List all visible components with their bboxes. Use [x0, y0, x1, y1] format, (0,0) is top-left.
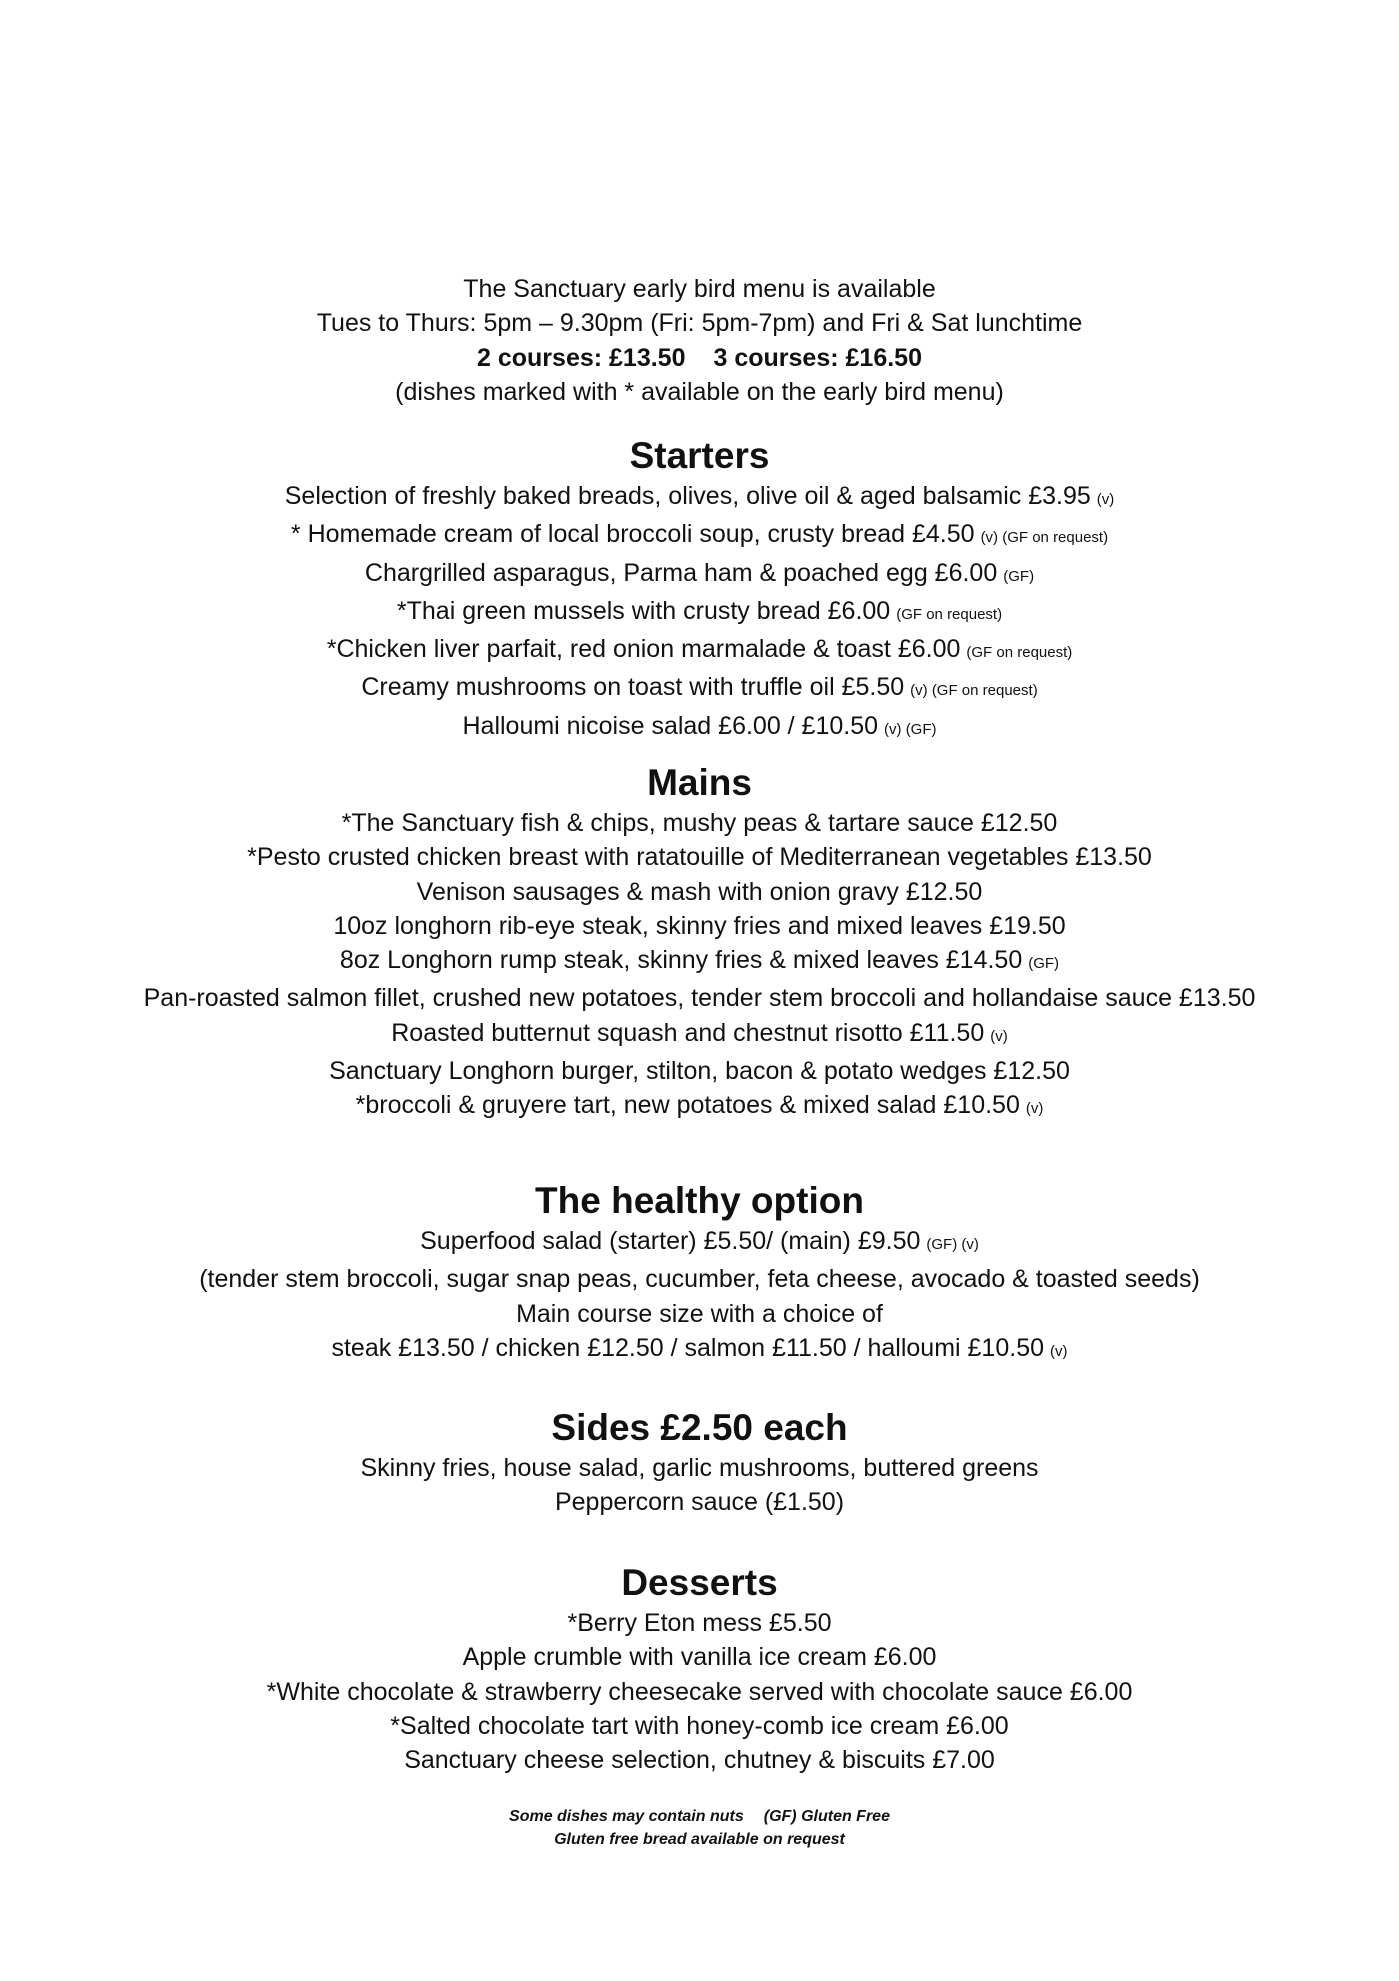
menu-item-text: *The Sanctuary fish & chips, mushy peas & tartare sauce £12.50 [341, 809, 1058, 837]
menu-item-text: *Berry Eton mess £5.50 [567, 1609, 832, 1637]
menu-item-text: *Thai green mussels with crusty bread £6.00 [396, 596, 891, 625]
item-list [0, 1451, 1399, 1520]
item-list [0, 1224, 1399, 1369]
menu-item-text: Main course size with a choice of [516, 1299, 883, 1328]
dietary-tag: (v) [1096, 491, 1115, 508]
menu-item-text: (tender stem broccoli, sugar snap peas, cucumber, feta cheese, avocado & toasted seeds) [199, 1265, 1200, 1294]
menu-item-text: Chargrilled asparagus, Parma ham & poached egg £6.00 [364, 558, 998, 587]
menu-item [0, 1224, 1399, 1262]
dietary-tag: (GF) [1003, 567, 1035, 585]
menu-item [0, 875, 1399, 909]
menu-item [0, 556, 1399, 594]
dietary-tag: (v) (GF) [884, 720, 937, 738]
section-healthy-option [0, 1178, 1399, 1369]
item-list [0, 479, 1399, 747]
menu-item-text: *Pesto crusted chicken breast with ratatouille of Mediterranean vegetables £13.50 [247, 843, 1152, 872]
dietary-tag: (GF) (v) [926, 1236, 979, 1253]
menu-item-text: *White chocolate & strawberry cheesecake served with chocolate sauce £6.00 [266, 1677, 1133, 1706]
menu-item-text: Creamy mushrooms on toast with truffle oil £5.50 [361, 673, 905, 702]
price-two-courses: 2 courses: £13.50 [477, 343, 686, 372]
menu-item [0, 806, 1399, 840]
menu-item-text: Superfood salad (starter) £5.50/ (main) £9.50 [420, 1227, 921, 1255]
menu-item-text: Peppercorn sauce (£1.50) [554, 1488, 845, 1517]
menu-item [0, 1709, 1399, 1743]
section-mains [0, 760, 1399, 1127]
menu-item-text: Venison sausages & mash with onion gravy £12.50 [416, 877, 983, 906]
intro-prices [0, 341, 1399, 375]
menu-item-text: Apple crumble with vanilla ice cream £6.00 [462, 1643, 937, 1672]
menu-item [0, 1088, 1399, 1126]
menu-item [0, 632, 1399, 670]
menu-item [0, 1640, 1399, 1674]
menu-item-text: 10oz longhorn rib-eye steak, skinny fries and mixed leaves £19.50 [333, 911, 1066, 940]
menu-item [0, 943, 1399, 981]
dietary-tag: (v) [1025, 1100, 1044, 1118]
menu-item-text: Skinny fries, house salad, garlic mushrooms, buttered greens [360, 1454, 1039, 1482]
menu-item-text: Selection of freshly baked breads, olives, olive oil & aged balsamic £3.95 [284, 482, 1091, 510]
menu-item [0, 709, 1399, 747]
menu-item [0, 1675, 1399, 1709]
intro-note: (dishes marked with * available on the early bird menu) [395, 377, 1004, 406]
dietary-tag: (GF on request) [896, 605, 1003, 623]
section-heading: Mains [647, 762, 752, 803]
menu-item [0, 1606, 1399, 1640]
footer-notes [0, 1805, 1399, 1851]
menu-item-text: *broccoli & gruyere tart, new potatoes & mixed salad £10.50 [355, 1091, 1020, 1120]
section-heading: The healthy option [535, 1180, 864, 1221]
menu-item-text: Sanctuary Longhorn burger, stilton, bacon & potato wedges £12.50 [329, 1057, 1070, 1086]
menu-item [0, 1743, 1399, 1777]
footer-bread-note: Gluten free bread available on request [554, 1831, 845, 1848]
dietary-tag: (v) (GF on request) [910, 682, 1038, 700]
item-list [0, 806, 1399, 1127]
menu-item [0, 517, 1399, 555]
menu-item-text: Pan-roasted salmon fillet, crushed new potatoes, tender stem broccoli and hollandaise sauce £13.50 [143, 984, 1256, 1013]
menu-item [0, 670, 1399, 708]
menu-item-text: Sanctuary cheese selection, chutney & biscuits £7.00 [404, 1746, 995, 1775]
menu-item [0, 479, 1399, 517]
menu-item [0, 1331, 1399, 1369]
menu-item-text: Halloumi nicoise salad £6.00 / £10.50 [462, 711, 879, 740]
menu-item [0, 1016, 1399, 1054]
menu-item [0, 1262, 1399, 1296]
menu-item [0, 1297, 1399, 1331]
menu-item-text: Roasted butternut squash and chestnut risotto £11.50 [391, 1018, 985, 1047]
intro-times: Tues to Thurs: 5pm – 9.30pm (Fri: 5pm-7pm) and Fri & Sat lunchtime [316, 309, 1083, 338]
section-heading: Desserts [621, 1562, 778, 1603]
menu-item [0, 1451, 1399, 1485]
dietary-tag: (v) [1050, 1342, 1068, 1360]
dietary-tag: (GF) [1028, 955, 1060, 973]
menu-item-text: *Salted chocolate tart with honey-comb ice cream £6.00 [390, 1711, 1009, 1740]
menu-item [0, 594, 1399, 632]
section-starters [0, 433, 1399, 747]
menu-item [0, 909, 1399, 943]
menu-item-text: steak £13.50 / chicken £12.50 / salmon £11.50 / halloumi £10.50 [331, 1333, 1044, 1362]
menu-item [0, 1485, 1399, 1519]
menu-item-text: 8oz Longhorn rump steak, skinny fries & mixed leaves £14.50 [339, 946, 1023, 975]
menu-item [0, 840, 1399, 874]
item-list [0, 1606, 1399, 1777]
intro [0, 272, 1399, 409]
footer-gf-key: (GF) Gluten Free [763, 1808, 890, 1825]
section-sides [0, 1405, 1399, 1520]
menu-item [0, 981, 1399, 1015]
dietary-tag: (v) [990, 1027, 1008, 1045]
footer-allergens [0, 1805, 1399, 1828]
section-desserts [0, 1560, 1399, 1777]
section-heading: Starters [629, 435, 770, 476]
menu-item-text: * Homemade cream of local broccoli soup, crusty bread £4.50 [290, 520, 975, 549]
menu-item-text: *Chicken liver parfait, red onion marmalade & toast £6.00 [326, 635, 961, 664]
price-three-courses: 3 courses: £16.50 [713, 343, 922, 372]
section-heading: Sides £2.50 each [551, 1407, 848, 1448]
footer-nuts-note: Some dishes may contain nuts [509, 1808, 744, 1825]
intro-availability: The Sanctuary early bird menu is available [463, 275, 936, 303]
dietary-tag: (GF on request) [966, 644, 1073, 662]
dietary-tag: (v) (GF on request) [980, 529, 1109, 547]
menu-item [0, 1054, 1399, 1088]
